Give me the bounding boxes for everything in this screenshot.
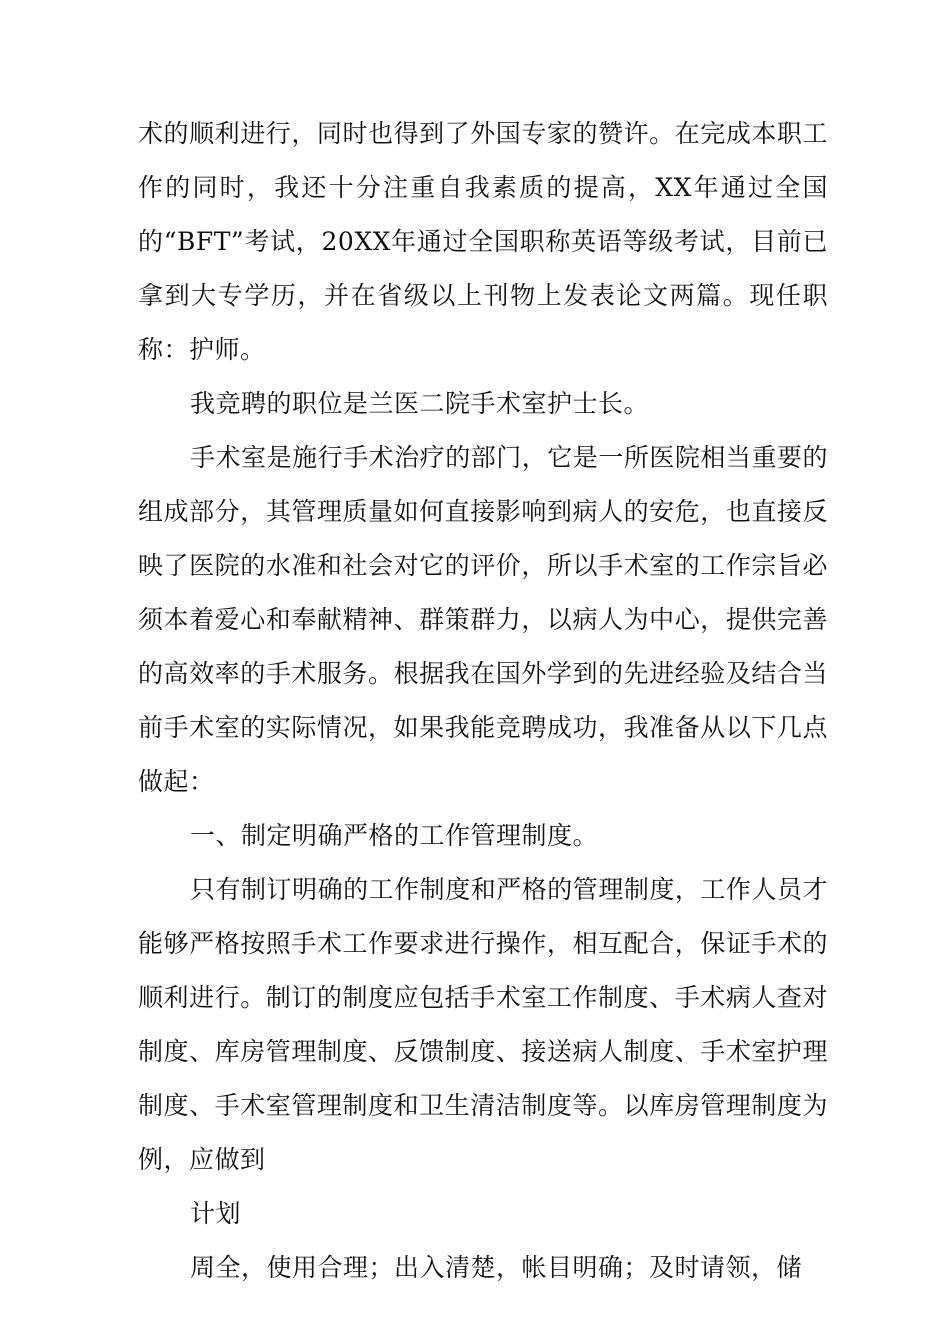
document-body	[138, 107, 828, 1295]
paragraph-1: 术的顺利进行，同时也得到了外国专家的赞许。在完成本职工作的同时，我还十分注重自我素质的提高，XX年通过全国的“BFT”考试，20XX年通过全国职称英语等级考试，目前已拿到大专学历，并在省级以上刊物上发表论文两篇。现任职称：护师。	[138, 119, 828, 364]
paragraph-6: 周全，使用合理；出入清楚，帐目明确；及时请领，储	[190, 1253, 803, 1282]
paragraph-4: 只有制订明确的工作制度和严格的管理制度，工作人员才能够严格按照手术工作要求进行操作，相互配合，保证手术的顺利进行。制订的制度应包括手术室工作制度、手术病人查对制度、库房管理制度、反馈制度、接送病人制度、手术室护理制度、手术室管理制度和卫生清洁制度等。以库房管理制度为例，应做到	[138, 875, 828, 1174]
section-heading-1: 一、制定明确严格的工作管理制度。	[190, 821, 599, 850]
paragraph-3: 手术室是施行手术治疗的部门，它是一所医院相当重要的组成部分，其管理质量如何直接影响到病人的安危，也直接反映了医院的水准和社会对它的评价，所以手术室的工作宗旨必须本着爱心和奉献精神、群策群力，以病人为中心，提供完善的高效率的手术服务。根据我在国外学到的先进经验及结合当前手术室的实际情况，如果我能竞聘成功，我准备从以下几点做起：	[138, 443, 828, 796]
paragraph-5: 计划	[190, 1199, 242, 1228]
paragraph-2: 我竞聘的职位是兰医二院手术室护士长。	[190, 389, 650, 418]
